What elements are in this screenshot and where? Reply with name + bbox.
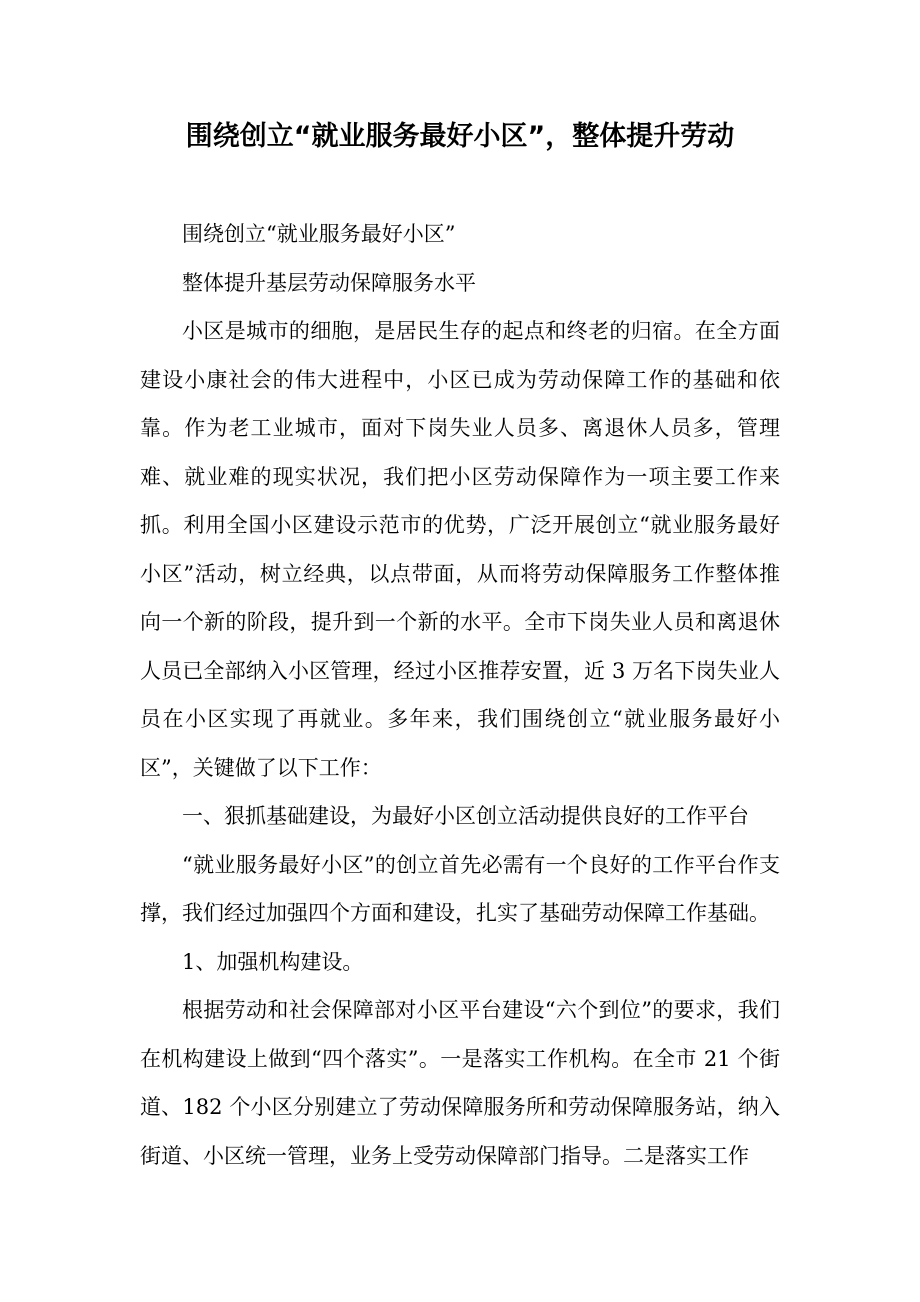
- subsection-heading-1: 1、加强机构建设。: [182, 949, 364, 974]
- subtitle-line-1: 围绕创立“就业服务最好小区”: [182, 222, 456, 246]
- document-body: [140, 210, 780, 1180]
- subtitle-line-2: 整体提升基层劳动保障服务水平: [182, 270, 476, 295]
- section-heading-1: 一、狠抓基础建设，为最好小区创立活动提供良好的工作平台: [182, 804, 749, 828]
- paragraph-platform: “就业服务最好小区”的创立首先必需有一个良好的工作平台作支撑，我们经过加强四个方面和建设，扎实了基础劳动保障工作基础。: [140, 852, 780, 925]
- paragraph-intro: 小区是城市的细胞，是居民生存的起点和终老的归宿。在全方面建设小康社会的伟大进程中，小区已成为劳动保障工作的基础和依靠。作为老工业城市，面对下岗失业人员多、离退休人员多，管理难、就业难的现实状况，我们把小区劳动保障作为一项主要工作来抓。利用全国小区建设示范市的优势，广泛开展创立“就业服务最好小区”活动，树立经典，以点带面，从而将劳动保障服务工作整体推向一个新的阶段，提升到一个新的水平。全市下岗失业人员和离退休人员已全部纳入小区管理，经过小区推荐安置，近 3 万名下岗失业人员在小区实现了再就业。多年来，我们围绕创立“就业服务最好小区”，关键做了以下工作：: [140, 319, 780, 780]
- paragraph-institutions: 根据劳动和社会保障部对小区平台建设“六个到位”的要求，我们在机构建设上做到“四个落实”。一是落实工作机构。在全市 21 个街道、182 个小区分别建立了劳动保障服务所和劳动保障服务站，纳入街道、小区统一管理，业务上受劳动保障部门指导。二是落实工作: [140, 998, 780, 1168]
- document-title: 围绕创立“就业服务最好小区”，整体提升劳动: [185, 121, 735, 152]
